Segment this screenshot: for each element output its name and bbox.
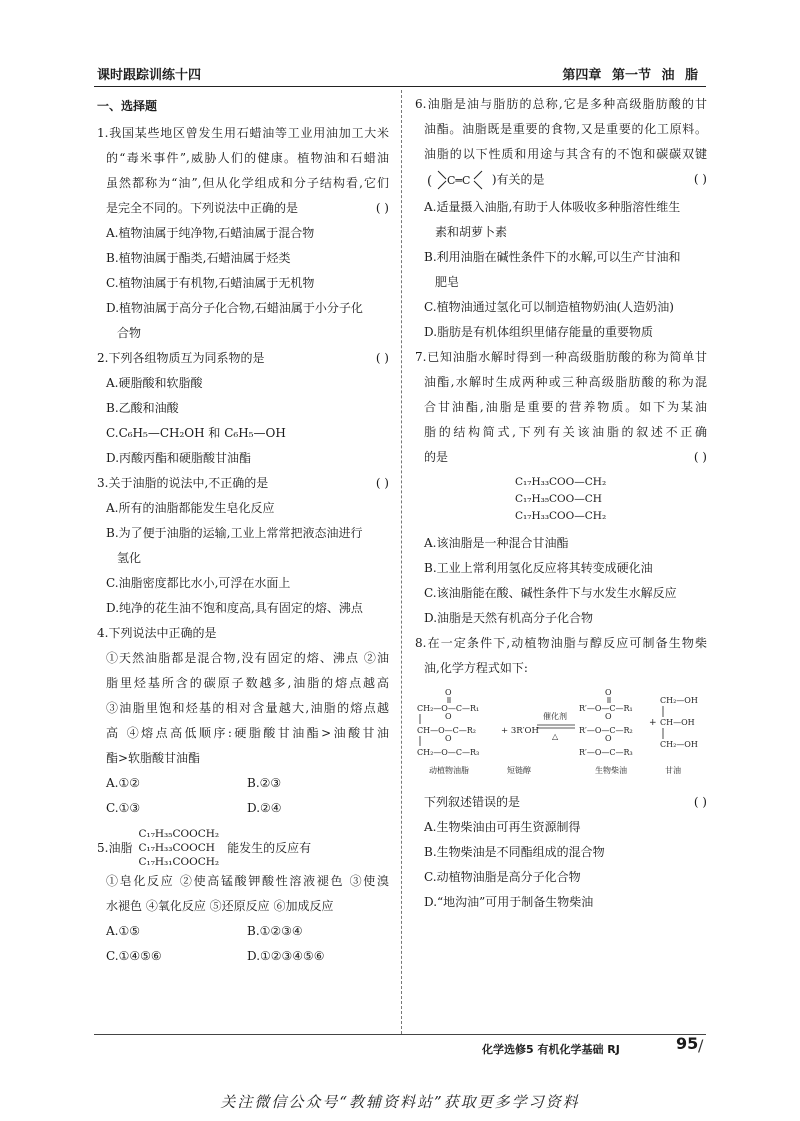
svg-text:R′—O—C—R₂: R′—O—C—R₂: [579, 726, 633, 735]
biodiesel-reaction-equation: [415, 681, 707, 781]
right-column: [415, 92, 707, 915]
q6-line: 油脂的以下性质和用途与其含有的不饱和碳碳双键: [424, 147, 707, 161]
formula-line: C₁₇H₃₃COO—CH₂: [515, 476, 607, 488]
q8-option-d: D.“地沟油”可用于制备生物柴油: [424, 895, 594, 909]
q5-option-c: C.①④⑤⑥: [106, 949, 162, 963]
footer-book-title: 化学选修5 有机化学基础 RJ: [482, 1043, 620, 1056]
formula-line: C₁₇H₃₃COOCH: [138, 842, 215, 854]
q4-line: 酯>软脂酸甘油酯: [106, 751, 201, 765]
q6-bond-line: [415, 167, 707, 195]
q3-option-d: D.纯净的花生油不饱和度高,具有固定的熔、沸点: [106, 601, 363, 615]
left-column: [97, 92, 389, 969]
heat-symbol: △: [552, 732, 559, 741]
question-7: [415, 345, 707, 631]
svg-text:O: O: [445, 712, 452, 721]
q6-stem-end: )有关的是: [491, 172, 545, 187]
q4-line: ③油脂里饱和烃基的相对含量越大,油脂的熔点越: [106, 701, 389, 715]
svg-text:O: O: [605, 688, 612, 697]
q7-option-a: A.该油脂是一种混合甘油酯: [424, 536, 569, 550]
glycerol-line: CH₂—OH: [660, 696, 698, 705]
q5-option-b: B.①②③④: [247, 924, 303, 938]
q7-line: 脂的结构简式,下列有关该油脂的叙述不正确: [424, 425, 707, 439]
svg-text:O: O: [445, 734, 452, 743]
q6-line: 油酯。油脂既是重要的食物,又是重要的化工原料。: [424, 122, 707, 136]
q2-stem: 2.下列各组物质互为同系物的是: [97, 351, 265, 365]
q8-option-c: C.动植物油脂是高分子化合物: [424, 870, 581, 884]
column-divider: [401, 90, 402, 1034]
q4-options-row: [97, 796, 389, 821]
reagent-text: + 3R′OH: [501, 726, 539, 736]
formula-line: C₁₇H₃₃COO—CH₂: [515, 510, 607, 522]
q5-options-row: [97, 919, 389, 944]
q5-stem-prefix: 5.油脂: [97, 840, 133, 855]
q5-options-row: [97, 944, 389, 969]
q1-option-c: C.植物油属于有机物,石蜡油属于无机物: [106, 276, 315, 290]
q3-option-b: B.为了便于油脂的运输,工业上常常把液态油进行: [106, 526, 363, 540]
double-bond-diagram: [424, 167, 488, 193]
q7-answer-blank: ( ): [693, 450, 707, 464]
formula-line: C₁₇H₃₅COOCH₂: [138, 828, 220, 840]
q1-option-b: B.植物油属于酯类,石蜡油属于烃类: [106, 251, 291, 265]
label-biodiesel: 生物柴油: [595, 766, 627, 775]
footer-rule: [94, 1034, 706, 1035]
label-alcohol: 短链醇: [507, 766, 531, 775]
svg-text:R′—O—C—R₃: R′—O—C—R₃: [579, 748, 633, 757]
q1-stem-end: 是完全不同的。下列说法中正确的是: [106, 201, 299, 215]
q3-option-a: A.所有的油脂都能发生皂化反应: [106, 501, 275, 515]
q4-options-row: [97, 771, 389, 796]
q1-line: [97, 196, 389, 221]
q1-line: 1.我国某些地区曾发生用石蜡油等工业用油加工大米: [97, 126, 389, 140]
q3-option-b-cont: 氢化: [117, 551, 142, 565]
svg-text:CH—O—C—R₂: CH—O—C—R₂: [417, 726, 477, 735]
svg-text:O: O: [605, 712, 612, 721]
q3-option-c: C.油脂密度都比水小,可浮在水面上: [106, 576, 291, 590]
q4-option-d: D.②④: [247, 801, 282, 815]
q8-option-a: A.生物柴油由可再生资源制得: [424, 820, 581, 834]
q5-triglyceride-formula: [138, 827, 219, 869]
question-2: [97, 346, 389, 471]
formula-line: C₁₇H₃₁COOCH₂: [138, 856, 220, 868]
q1-option-a: A.植物油属于纯净物,石蜡油属于混合物: [106, 226, 315, 240]
footer-slash-decoration: /: [698, 1036, 704, 1055]
section-title: 一、选择题: [97, 99, 158, 113]
formula-line: C₁₇H₃₅COO—CH: [515, 493, 602, 505]
question-3: [97, 471, 389, 621]
question-1: [97, 121, 389, 346]
header-rule: [94, 86, 706, 87]
q5-stem-suffix: 能发生的反应有: [227, 840, 312, 855]
bond-label: C═C: [447, 174, 471, 187]
q7-line: 7.已知油脂水解时得到一种高级脂肪酸的称为简单甘: [415, 350, 707, 364]
q7-line: 油酯,水解时生成两种或三种高级脂肪酸的称为混: [424, 375, 707, 389]
q4-line: 高 ④熔点高低顺序:硬脂酸甘油酯>油酸甘油: [106, 726, 389, 740]
q3-stem: 3.关于油脂的说法中,不正确的是: [97, 476, 269, 490]
q7-line: [415, 445, 707, 470]
q6-option-b: B.利用油脂在碱性条件下的水解,可以生产甘油和: [424, 250, 681, 264]
q6-answer-blank: ( ): [693, 172, 707, 186]
q1-option-d-cont: 合物: [117, 326, 142, 340]
handwritten-promo-note: 关注微信公众号“教辅资料站”获取更多学习资料: [220, 1093, 580, 1111]
svg-text:+: +: [649, 718, 657, 728]
q6-option-a: A.适量摄入油脂,有助于人体吸收多种脂溶性维生: [424, 200, 681, 214]
q8-option-b: B.生物柴油是不同酯组成的混合物: [424, 845, 605, 859]
svg-text:O: O: [445, 688, 452, 697]
label-oil: 动植物油脂: [429, 766, 469, 775]
page-number: 95: [676, 1034, 699, 1053]
q6-line: 6.油脂是油与脂肪的总称,它是多种高级脂肪酸的甘: [415, 97, 707, 111]
q2-stem-line: [97, 346, 389, 371]
svg-text:(: (: [427, 174, 433, 189]
q1-answer-blank: ( ): [375, 201, 389, 215]
question-4: [97, 621, 389, 821]
q7-option-d: D.油脂是天然有机高分子化合物: [424, 611, 594, 625]
q7-line: 合甘油酯,油脂是重要的营养物质。如下为某油: [424, 400, 707, 414]
q8-line: 油,化学方程式如下:: [424, 661, 528, 675]
q5-stem-line: [97, 827, 389, 869]
q4-line: ①天然油脂都是混合物,没有固定的熔、沸点 ②油: [106, 651, 389, 665]
q6-option-b-cont: 肥皂: [435, 275, 460, 289]
q8-stem-line: [415, 790, 707, 815]
catalyst-label: 催化剂: [543, 712, 567, 721]
q6-option-c: C.植物油通过氢化可以制造植物奶油(人造奶油): [424, 300, 674, 314]
q1-option-d: D.植物油属于高分子化合物,石蜡油属于小分子化: [106, 301, 363, 315]
label-glycerol: 甘油: [665, 766, 681, 775]
q4-line: 脂里烃基所含的碳原子数越多,油脂的熔点越高: [106, 676, 389, 690]
q8-line: 8.在一定条件下,动植物油脂与醇反应可制备生物柴: [415, 636, 707, 650]
q6-option-d: D.脂肪是有机体组织里储存能量的重要物质: [424, 325, 654, 339]
svg-text:CH₂—O—C—R₁: CH₂—O—C—R₁: [417, 704, 480, 713]
q4-option-b: B.②③: [247, 776, 282, 790]
header-chapter-title: 第四章 第一节 油 脂: [562, 68, 698, 83]
q5-line: 水褪色 ④氧化反应 ⑤还原反应 ⑥加成反应: [106, 899, 334, 913]
q2-option-b: B.乙酸和油酸: [106, 401, 179, 415]
q5-option-d: D.①②③④⑤⑥: [247, 949, 325, 963]
q2-option-c: C.C₆H₅—CH₂OH 和 C₆H₅—OH: [106, 426, 286, 440]
q2-option-d: D.丙酸丙酯和硬脂酸甘油酯: [106, 451, 252, 465]
svg-text:CH₂—O—C—R₃: CH₂—O—C—R₃: [417, 748, 480, 757]
q4-stem: 4.下列说法中正确的是: [97, 626, 217, 640]
question-6: [415, 92, 707, 345]
svg-text:O: O: [605, 734, 612, 743]
q1-line: 虽然都称为“油”,但从化学组成和分子结构看,它们: [106, 176, 389, 190]
glycerol-line: CH₂—OH: [660, 740, 698, 749]
q3-stem-line: [97, 471, 389, 496]
q2-option-a: A.硬脂酸和软脂酸: [106, 376, 203, 390]
q5-option-a: A.①⑤: [106, 924, 140, 938]
question-5: [97, 827, 389, 969]
q6-option-a-cont: 素和胡萝卜素: [435, 225, 508, 239]
svg-text:R′—O—C—R₁: R′—O—C—R₁: [579, 704, 633, 713]
q8-stem: 下列叙述错误的是: [424, 795, 521, 809]
header-left-title: 课时跟踪训练十四: [97, 68, 202, 83]
q4-option-a: A.①②: [106, 776, 140, 790]
glycerol-line: CH—OH: [660, 718, 695, 727]
q7-option-c: C.该油脂能在酸、碱性条件下与水发生水解反应: [424, 586, 677, 600]
q7-stem-end: 的是: [424, 450, 449, 464]
q8-answer-blank: ( ): [693, 795, 707, 809]
q5-line: ①皂化反应 ②使高锰酸钾酸性溶液褪色 ③使溴: [106, 874, 389, 888]
q7-oil-formula: [415, 474, 707, 525]
q2-answer-blank: ( ): [375, 351, 389, 365]
q3-answer-blank: ( ): [375, 476, 389, 490]
question-8: [415, 631, 707, 915]
q1-line: 的“毒米事件”,威胁人们的健康。植物油和石蜡油: [106, 151, 389, 165]
q4-option-c: C.①③: [106, 801, 141, 815]
q7-option-b: B.工业上常利用氢化反应将其转变成硬化油: [424, 561, 653, 575]
